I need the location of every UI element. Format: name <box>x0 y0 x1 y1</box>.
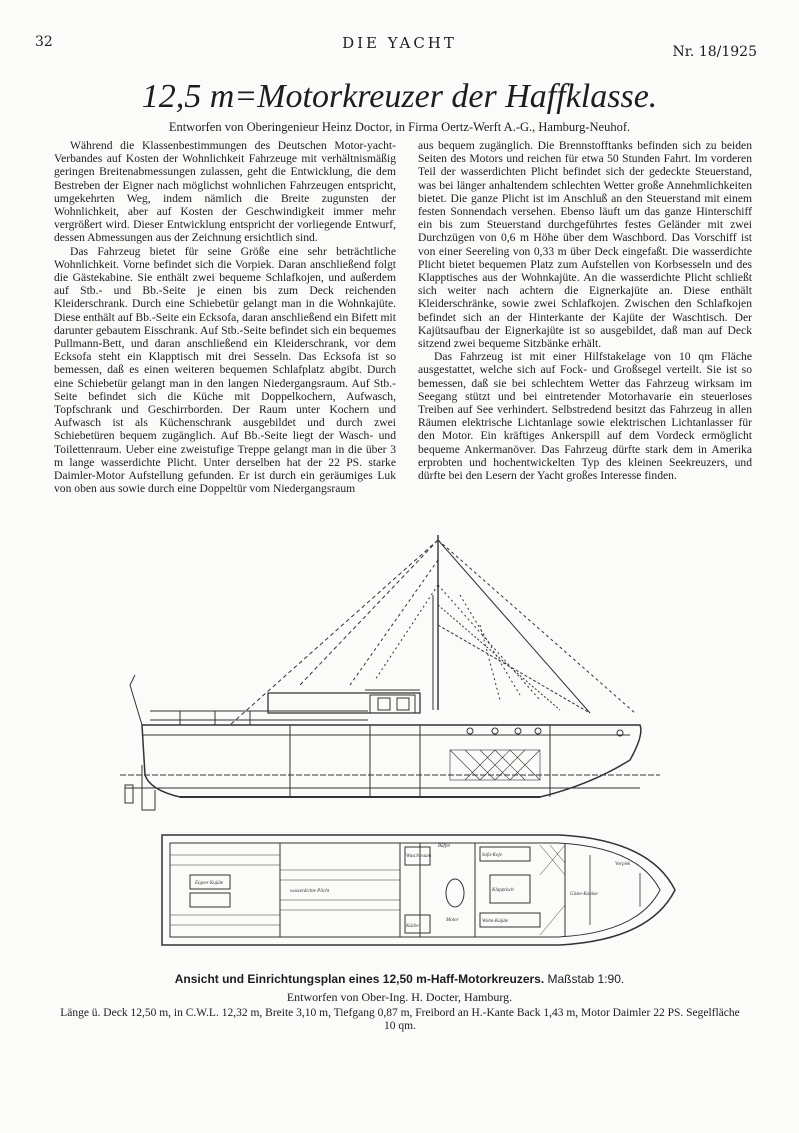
plan-label: Klapptisch <box>492 888 514 893</box>
plan-label: Wasch-raum <box>406 854 432 859</box>
article-title: 12,5 m=Motorkreuzer der Haffklasse. <box>141 78 658 115</box>
caption-title: Ansicht und Einrichtungsplan eines 12,50 m-Haff-Motorkreuzers. <box>174 972 545 986</box>
text-column-right <box>418 139 752 482</box>
figure-caption <box>0 972 799 986</box>
caption-scale: Maßstab 1:90. <box>547 972 625 986</box>
figure-credit: Entworfen von Ober-Ing. H. Docter, Hamburg. <box>286 990 513 1004</box>
plan-label: Küche <box>406 924 419 929</box>
plan-label: Büffet <box>438 844 450 849</box>
page-number: 32 <box>35 34 53 50</box>
plan-label: wasserdichte Plicht <box>290 889 330 894</box>
article-byline: Entworfen von Oberingenieur Heinz Doctor, in Firma Oertz-Werft A.-G., Hamburg-Neuhof. <box>168 120 631 134</box>
boat-drawing <box>120 535 680 965</box>
plan-label: Sofa-Koje <box>482 853 502 858</box>
plan-label: Eigner Kajüte <box>195 881 224 886</box>
text-column-left <box>54 139 396 495</box>
running-header <box>0 34 799 60</box>
plan-label: Motor <box>446 918 459 923</box>
plan-label: Gäste-Kabine <box>570 892 598 897</box>
plan-label: Vorpiek <box>615 862 631 867</box>
issue-number: Nr. 18/1925 <box>672 44 757 60</box>
paragraph: Das Fahrzeug ist mit einer Hilfstakelage von 10 qm Fläche ausgestattet, welche sich auf Fock- und Großsegel verteilt. Sie ist so bemessen, daß sie bei schlechtem Wetter das Fahrzeug wirksam im Seegang stützt und bei eintretender Motorhavarie ein steuerloses Treiben auf See verhindert. Selbstredend besitzt das Fahrzeug in allen Räumen elektrische Lichtanlage sowie elektrischen Lichtanlasser für den Motor. Ein kräftiges Ankerspill auf dem Vordeck ermöglicht bequeme Ankermanöver. Das Fahrzeug dürfte stark dem in Amerika erprobten und hochentwickelten Typ des kleinen Seekreuzers, und dürfte bei den Lesern der Yacht großes Interesse finden. <box>418 350 752 483</box>
running-title: DIE YACHT <box>342 34 457 52</box>
figure-specs: Länge ü. Deck 12,50 m, in C.W.L. 12,32 m, Breite 3,10 m, Tiefgang 0,87 m, Freibord an H.-Kante Back 1,43 m, Motor Daimler 22 PS. Segelfläche 10 qm. <box>60 1007 740 1032</box>
paragraph: Während die Klassenbestimmungen des Deutschen Motor-yacht-Verbandes auf Kosten der Wohnlichkeit Fahrzeuge mit verhältnismäßig geringen Breitenabmessungen zulassen, geht die Entwicklung, die dem Bestreben der Eigner nach möglichst wohnlichen Fahrzeugen entspricht, umgekehrten Weg, indem nämlich die Breite zugunsten der Wohnlichkeit, aber auf Kosten der Geschwindigkeit immer mehr vergrößert wird. Dieser Entwicklung entspricht der vorliegende Entwurf, dessen Abmessungen aus der Zeichnung ersichtlich sind. <box>54 139 396 245</box>
plan-label: Wohn-Kajüte <box>482 919 509 924</box>
paragraph: Das Fahrzeug bietet für seine Größe eine sehr beträchtliche Wohnlichkeit. Vorne befindet sich die Vorpiek. Daran anschließend folgt die Gästekabine. Sie enthält zwei bequeme Schlafkojen, und außerdem auf Stb.- und Bb.-Seite je einen bis zum Deck reichenden Kleiderschrank. Durch eine Schiebetür gelangt man in die Wohnkajüte. Diese enthält auf Bb.-Seite ein Ecksofa, daran anschließend ein Bifett mit darunter gebautem Eisschrank. Auf Stb.-Seite befindet sich ein bequemes Pullmann-Bett, und daran anschließend ein Kleiderschrank, vor dem Ecksofa steht ein Klapptisch mit drei Sesseln. Das Ecksofa ist so bemessen, daß es einen weiteren bequemen Schlafplatz abgibt. Durch eine Schiebetür gelangt man in den langen Niedergangsraum. Auf Stb.-Seite befindet sich die Küche mit Doppelkochern, Aufwasch, Topfschrank und Geschirrborden. Der Raum unter Kochern und Aufwasch ist als Küchenschrank ausgebildet und durch zwei Schiebetüren bequem zugänglich. Auf Bb.-Seite liegt der Wasch- und Toilettenraum. Ueber eine zweistufige Treppe gelangt man in die über 3 m lange wasserdichte Plicht. Unter derselben hat der 22 PS. starke Daimler-Motor Aufstellung gefunden. Er ist durch ein geräumiges Luk von oben aus sowie durch eine Doppeltür vom Niedergangsraum <box>54 244 396 496</box>
paragraph: aus bequem zugänglich. Die Brennstofftanks befinden sich zu beiden Seiten des Motors und reichen für etwa 50 Stunden Fahrt. Im vorderen Teil der wasserdichten Plicht befindet sich der gedeckte Steuerstand, was bei länger anhaltendem schlechten Wetter große Annehmlichkeiten bietet. Die ganze Plicht ist im Anschluß an den Steuerstand mit einem festen Sonnendach versehen. Ebenso läuft um das ganze Hinterschiff ein bis zum Steuerstand durchgeführtes festes Geländer mit zwei Durchzügen von 0,6 m Höhe über dem Waschbord. Das Vorschiff ist von einer Seereling von 0,33 m über Deck eingefaßt. Die wasserdichte Plicht bietet bequemen Platz zum Aufstellen von Korbsesseln und des Klapptisches aus der Wohnkajüte. An die wasserdichte Plicht schließt sich weiter nach achtern die Eignerkajüte an. Diese enthält Kleiderschränke, sowie zwei Schlafkojen. Zwischen den Schlafkojen befindet sich an der Hinterkante der Kajüte der Waschtisch. Der Kajütsaufbau der Eignerkajüte ist so ausgebildet, daß man auf Deck sitzend zwei bequeme Sitzbänke erhält. <box>418 139 752 351</box>
